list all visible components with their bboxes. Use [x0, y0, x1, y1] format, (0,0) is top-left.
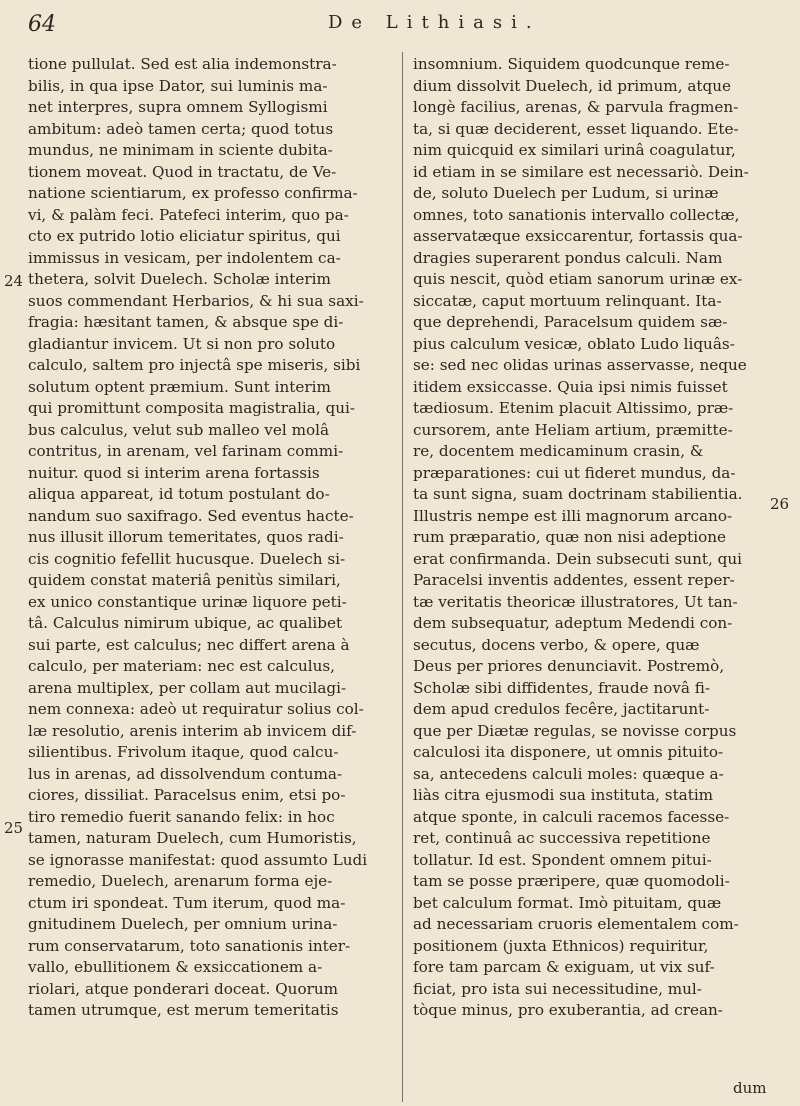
text-line: se ignorasse manifestat: quod assumto Ludi [28, 850, 368, 869]
page-number: 64 [28, 12, 56, 37]
text-line: bus calculus, velut sub malleo vel molâ [28, 420, 330, 439]
text-line: tione pullulat. Sed est alia indemonstra- [28, 55, 337, 73]
text-line: aliqua appareat, id totum postulant do- [28, 485, 330, 503]
text-line: erat confirmanda. Dein subsecuti sunt, qui [413, 549, 742, 568]
text-line: mundus, ne minimam in sciente dubita- [28, 141, 333, 159]
text-line: tiro remedio fuerit sanando felix: in hoc [28, 807, 335, 826]
text-line: tâ. Calculus nimirum ubique, ac qualibet [28, 614, 343, 632]
text-line: dium dissolvit Duelech, id primum, atque [413, 76, 731, 95]
text-line: nem connexa: adeò ut requiratur solius col- [28, 700, 364, 718]
text-line: tæ veritatis theoricæ illustratores, Ut tan- [413, 592, 738, 611]
text-line: gladiantur invicem. Ut si non pro soluto [28, 334, 336, 353]
text-line: vi, & palàm feci. Patefeci interim, quo pa- [28, 205, 349, 224]
text-line: rum præparatio, quæ non nisi adeptione [413, 528, 726, 546]
catchword: dum [733, 1079, 767, 1097]
text-line: arena multiplex, per collam aut mucilagi- [28, 678, 347, 697]
text-line: dragies superarent pondus calculi. Nam [413, 248, 723, 267]
text-line: ta sunt signa, suam doctrinam stabilientia. [413, 485, 743, 503]
text-line: riolari, atque ponderari doceat. Quorum [28, 979, 339, 998]
text-line: ex unico constantique urinæ liquore peti- [28, 592, 347, 611]
text-line: que deprehendi, Paracelsum quidem sæ- [413, 313, 728, 331]
text-line: dem apud credulos fecêre, jactitarunt- [413, 700, 710, 718]
text-line: tionem moveat. Quod in tractatu, de Ve- [28, 162, 337, 181]
text-line: fragia: hæsitant tamen, & absque spe di- [28, 313, 344, 331]
page-header [28, 10, 780, 44]
text-line: ficiat, pro ista sui necessitudine, mul- [413, 979, 702, 998]
text-line: sui parte, est calculus; nec differt arena à [28, 635, 350, 654]
text-line: immissus in vesicam, per indolentem ca- [28, 248, 341, 267]
text-line: calculosi ita disponere, ut omnis pituito- [413, 743, 724, 761]
text-line: re, docentem medicaminum crasin, & [413, 442, 704, 460]
text-line: omnes, toto sanationis intervallo collectæ, [413, 205, 740, 224]
text-line: ambitum: adeò tamen certa; quod totus [28, 119, 334, 138]
text-line: ret, continuâ ac successiva repetitione [413, 829, 711, 847]
text-line: fore tam parcam & exiguam, ut vix suf- [413, 958, 715, 976]
running-head: De Lithiasi. [328, 12, 541, 33]
text-line: liàs citra ejusmodi sua instituta, statim [413, 786, 714, 804]
text-line: bilis, in qua ipse Dator, sui luminis ma- [28, 76, 328, 95]
text-line: Illustris nempe est illi magnorum arcano- [413, 506, 733, 525]
text-line: ctum iri spondeat. Tum iterum, quod ma- [28, 893, 346, 912]
margin-number: 25 [4, 819, 24, 837]
text-line: dem subsequatur, adeptum Medendi con- [413, 614, 733, 632]
text-line: cto ex putrido lotio eliciatur spiritus, qui [28, 227, 341, 245]
text-line: insomnium. Siquidem quodcunque reme- [413, 55, 730, 73]
text-line: ta, si quæ deciderent, esset liquando. Ete- [413, 119, 739, 138]
text-line: net interpres, supra omnem Syllogismi [28, 98, 328, 116]
text-line: de, soluto Duelech per Ludum, si urinæ [413, 184, 719, 202]
text-line: vallo, ebullitionem & exsiccationem a- [28, 958, 323, 976]
text-line: nuitur. quod si interim arena fortassis [28, 463, 320, 482]
text-line: ad necessariam cruoris elementalem com- [413, 915, 739, 933]
text-line: tòque minus, pro exuberantia, ad crean- [413, 1001, 723, 1019]
text-line: Deus per priores denunciavit. Postremò, [413, 657, 725, 675]
text-line: siccatæ, caput mortuum relinquant. Ita- [413, 291, 722, 310]
text-line: quidem constat materiâ penitùs similari, [28, 571, 341, 589]
text-line: gnitudinem Duelech, per omnium urina- [28, 915, 338, 933]
text-line: secutus, docens verbo, & opere, quæ [413, 635, 700, 654]
text-line: præparationes: cui ut fideret mundus, da- [413, 463, 736, 482]
right-column [413, 54, 769, 1022]
text-line: suos commendant Herbarios, & hi sua saxi- [28, 291, 364, 310]
text-line: cursorem, ante Heliam artium, præmitte- [413, 420, 733, 439]
text-line: tamen utrumque, est merum temeritatis [28, 1001, 339, 1019]
text-line: longè facilius, arenas, & parvula fragmen- [413, 98, 739, 116]
text-line: silientibus. Frivolum itaque, quod calcu- [28, 743, 339, 761]
text-line: remedio, Duelech, arenarum forma eje- [28, 872, 333, 890]
text-line: sa, antecedens calculi moles: quæque a- [413, 764, 724, 783]
text-line: tollatur. Id est. Spondent omnem pitui- [413, 850, 712, 869]
text-line: calculo, saltem pro injectâ spe miseris, sibi [28, 356, 361, 374]
text-line: tam se posse præripere, quæ quomodoli- [413, 872, 730, 890]
text-line: contritus, in arenam, vel farinam commi- [28, 442, 344, 460]
text-line: thetera, solvit Duelech. Scholæ interim [28, 270, 331, 288]
text-line: lus in arenas, ad dissolvendum contuma- [28, 764, 343, 783]
text-line: solutum optent præmium. Sunt interim [28, 377, 331, 396]
text-line: ciores, dissiliat. Paracelsus enim, etsi po- [28, 786, 346, 804]
text-line: nus illusit illorum temeritates, quos radi- [28, 528, 344, 546]
margin-number: 26 [770, 495, 790, 513]
text-line: cis cognitio fefellit hucusque. Duelech si- [28, 549, 346, 568]
column-divider [402, 52, 403, 1102]
text-line: que per Diætæ regulas, se novisse corpus [413, 721, 737, 740]
text-line: læ resolutio, arenis interim ab invicem dif- [28, 721, 357, 740]
left-column [28, 54, 384, 1022]
text-line: quis nescit, quòd etiam sanorum urinæ ex- [413, 270, 743, 288]
text-line: calculo, per materiam: nec est calculus, [28, 657, 336, 675]
margin-number: 24 [4, 272, 24, 290]
text-line: pius calculum vesicæ, oblato Ludo liquâs- [413, 334, 735, 353]
text-line: id etiam in se similare est necessariò. Dein- [413, 162, 749, 181]
text-line: rum conservatarum, toto sanationis inter- [28, 936, 351, 955]
text-line: se: sed nec olidas urinas asservasse, neque [413, 356, 747, 374]
text-line: Paracelsi inventis addentes, essent reper- [413, 571, 735, 589]
text-line: natione scientiarum, ex professo confirma- [28, 184, 358, 202]
text-line: atque sponte, in calculi racemos facesse- [413, 807, 730, 826]
text-line: positionem (juxta Ethnicos) requiritur, [413, 936, 709, 955]
text-line: itidem exsiccasse. Quia ipsi nimis fuisset [413, 377, 728, 396]
text-line: nim quicquid ex similari urinâ coagulatur, [413, 141, 736, 159]
text-line: tædiosum. Etenim placuit Altissimo, præ- [413, 399, 734, 417]
text-line: bet calculum format. Imò pituitam, quæ [413, 893, 722, 912]
text-line: qui promittunt composita magistralia, qui- [28, 399, 355, 417]
text-line: nandum suo saxifrago. Sed eventus hacte- [28, 506, 354, 525]
text-line: tamen, naturam Duelech, cum Humoristis, [28, 829, 357, 847]
text-line: asservatæque exsiccarentur, fortassis qua- [413, 227, 743, 245]
text-line: Scholæ sibi diffidentes, fraude novâ fi- [413, 678, 711, 697]
